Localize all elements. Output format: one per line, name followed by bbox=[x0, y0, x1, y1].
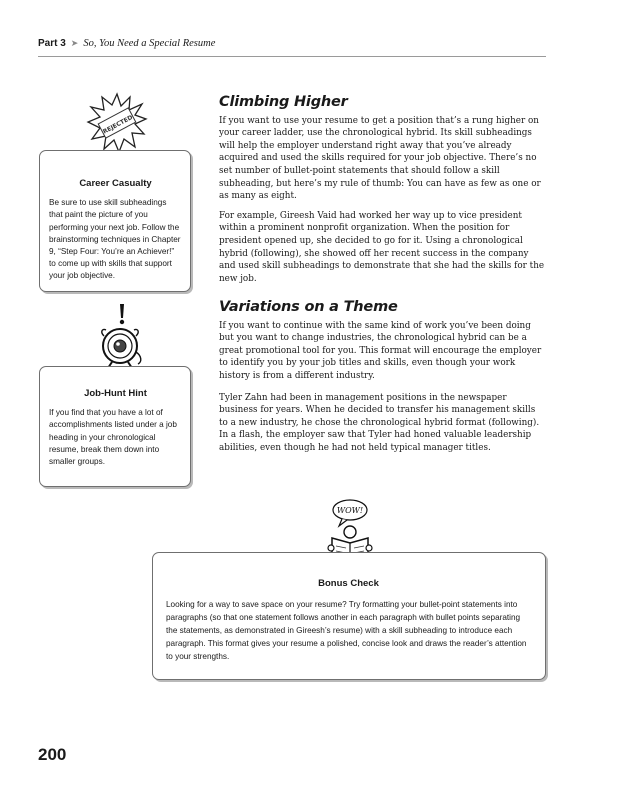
section-variations-on-a-theme bbox=[219, 301, 545, 462]
section-climbing-higher bbox=[219, 96, 545, 292]
career-casualty-text: Be sure to use skill subheadings that paint the picture of you performing your next job. Follow the brainstorming techniques in Chapter 9, “Step Four: You’re an Achiever!” to come up with skills that support your job objective. bbox=[49, 198, 181, 281]
section-heading: Variations on a Theme bbox=[219, 299, 398, 315]
bonus-check-title: Bonus Check bbox=[318, 578, 379, 589]
page-number: 200 bbox=[38, 745, 67, 764]
paragraph: If you want to continue with the same kind of work you’ve been doing but you want to change industries, the chronological hybrid can be a great promotional tool for you. This format will encourage the employer to identify you by your job titles and skills, even though your work history is from a different industry. bbox=[219, 320, 542, 381]
paragraph: For example, Gireesh Vaid had worked her way up to vice president within a prominent nonprofit organization. When the position for president opened up, she decided to go for it. Using a chronological hybrid (following), she showed off her recent success in the company and used skill subheadings to demonstrate that she had the skills for the new job. bbox=[219, 210, 545, 284]
career-casualty-sidebar bbox=[39, 150, 191, 292]
chapter-title: So, You Need a Special Resume bbox=[83, 38, 216, 49]
job-hunt-hint-text: If you find that you have a lot of accomplishments listed under a job heading in your chronological resume, break them down into smaller groups. bbox=[49, 408, 177, 467]
rejected-stamp-icon bbox=[86, 92, 148, 154]
speech-bubble-text: WOW! bbox=[336, 506, 364, 515]
section-heading: Climbing Higher bbox=[219, 94, 348, 110]
career-casualty-title: Career Casualty bbox=[79, 178, 152, 189]
bonus-check-box bbox=[152, 552, 546, 680]
job-hunt-hint-title: Job-Hunt Hint bbox=[84, 388, 147, 399]
part-label: Part 3 bbox=[38, 38, 66, 49]
running-header bbox=[38, 38, 546, 57]
job-hunt-hint-sidebar bbox=[39, 366, 191, 487]
stamp-text: REJECTED bbox=[101, 114, 134, 136]
magnifying-glass-character-icon bbox=[92, 302, 150, 370]
paragraph: If you want to use your resume to get a position that’s a rung higher on your career ladder, use the chronological hybrid. Its skill subheadings will help the employer understand right away that you’ve already acquired and used the skills required for your job objective. There’s no set number of bullet-point statements that should follow a skill subheading, but here’s my rule of thumb: You can have as few as one or as many as eight. bbox=[219, 115, 541, 202]
chevron-right-icon: ➤ bbox=[70, 38, 79, 48]
paragraph: Tyler Zahn had been in management positions in the newspaper business for years. When he decided to transfer his management skills to a new industry, he chose the chronological hybrid format (following). In a flash, the employer saw that Tyler had honed valuable leadership abilities, even though he had not held typical manager titles. bbox=[219, 392, 540, 453]
bonus-check-text: Looking for a way to save space on your resume? Try formatting your bullet-point statements into paragraphs (so that one statement follows another in each paragraph with bullet points separating the statements, as demonstrated in Gireesh’s resume) with a skill subheading to introduce each paragraph. This format gives your resume a polished, concise look and draws the reader’s attention to your strengths. bbox=[166, 600, 527, 661]
